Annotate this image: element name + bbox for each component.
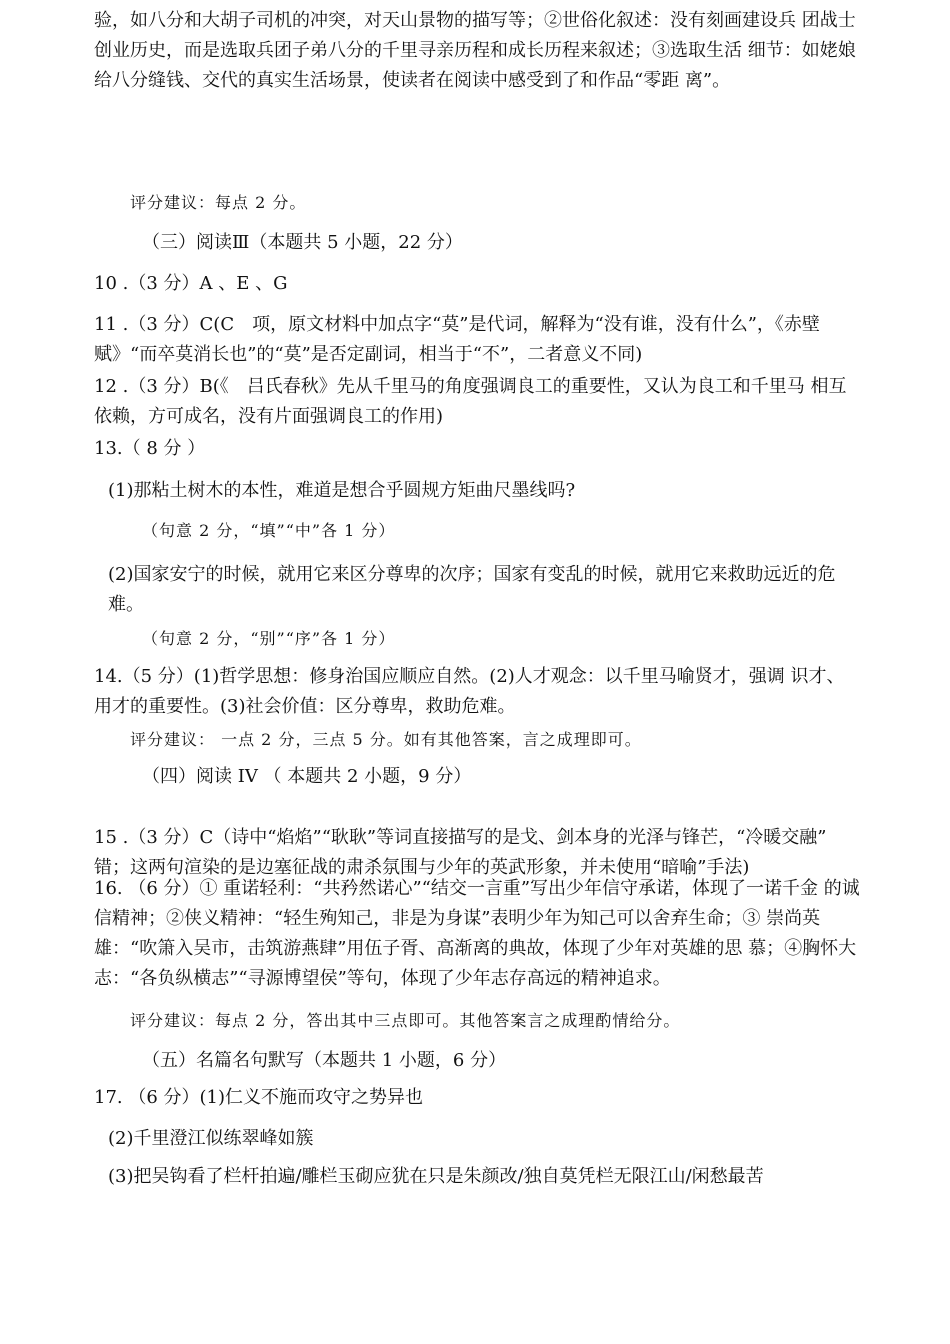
grading-note-13-2: （句意 2 分，“别”“序”各 1 分） (142, 629, 396, 648)
grading-note-16: 评分建议：每点 2 分，答出其中三点即可。其他答案言之成理酌情给分。 (130, 1011, 681, 1030)
answer-11: 11 .（3 分）C(C 项，原文材料中加点字“莫”是代词，解释为“没有谁，没有什么”，《赤壁 赋》“而卒莫消长也”的“莫”是否定副词，相当于“不”，二者意义不同) (94, 314, 820, 365)
answer-14: 14.（5 分）(1)哲学思想：修身治国应顺应自然。(2)人才观念：以千里马喻贤才，强调 识才、用才的重要性。(3)社会价值：区分尊卑，救助危难。 (94, 666, 845, 717)
section-heading-3: （三）阅读Ⅲ（本题共 5 小题，22 分） (142, 232, 463, 253)
answer-17-3: (3)把吴钩看了栏杆拍遍/雕栏玉砌应犹在只是朱颜改/独自莫凭栏无限江山/闲愁最苦 (108, 1166, 764, 1187)
answer-16: 16. （6 分）① 重诺轻利：“共矜然诺心”“结交一言重”写出少年信守承诺，体现了一诺千金 的诚信精神；②侠义精神：“轻生殉知己，非是为身谋”表明少年为知己可以舍弃生命；③ 崇尚英雄：“吹箫入吴市，击筑游燕肆”用伍子胥、高渐离的典故，体现了少年对英雄的思 慕；④胸怀大志：“各负纵横志”“寻源博望侯”等句，体现了少年志存高远的精神追求。 (94, 878, 860, 989)
answer-17-2: (2)千里澄江似练翠峰如簇 (108, 1128, 314, 1149)
answer-13-2: (2)国家安宁的时候，就用它来区分尊卑的次序；国家有变乱的时候，就用它来救助远近的危难。 (108, 564, 836, 615)
question-13-heading: 13.（ 8 分 ） (94, 438, 206, 459)
answer-12: 12 .（3 分）B(《 吕氏春秋》先从千里马的角度强调良工的重要性，又认为良工和千里马 相互依赖，方可成名，没有片面强调良工的作用) (94, 376, 847, 427)
section-heading-4: （四）阅读 IV （ 本题共 2 小题，9 分） (142, 766, 472, 787)
grading-note-1: 评分建议：每点 2 分。 (130, 193, 307, 212)
answer-13-1: (1)那粘土树木的本性，难道是想合乎圆规方矩曲尺墨线吗? (108, 480, 576, 501)
answer-15: 15 .（3 分）C（诗中“焰焰”“耿耿”等词直接描写的是戈、剑本身的光泽与锋芒，“冷暖交融” 错；这两句渲染的是边塞征战的肃杀氛围与少年的英武形象，并未使用“暗喻”手法) (94, 827, 827, 878)
paragraph-continuation: 验，如八分和大胡子司机的冲突，对天山景物的描写等；②世俗化叙述：没有刻画建设兵 团战士创业历史，而是选取兵团子弟八分的千里寻亲历程和成长历程来叙述；③选取生活 细节：如姥娘给八分缝钱、交代的真实生活场景，使读者在阅读中感受到了和作品“零距 离”。 (94, 10, 856, 91)
grading-note-14: 评分建议： 一点 2 分，三点 5 分。如有其他答案，言之成理即可。 (130, 730, 642, 749)
section-heading-5: （五）名篇名句默写（本题共 1 小题，6 分） (142, 1050, 507, 1071)
answer-10: 10 .（3 分）A 、E 、G (94, 273, 288, 294)
grading-note-13-1: （句意 2 分，“填”“中”各 1 分） (142, 521, 396, 540)
answer-17-1: 17. （6 分）(1)仁义不施而攻守之势异也 (94, 1087, 424, 1108)
